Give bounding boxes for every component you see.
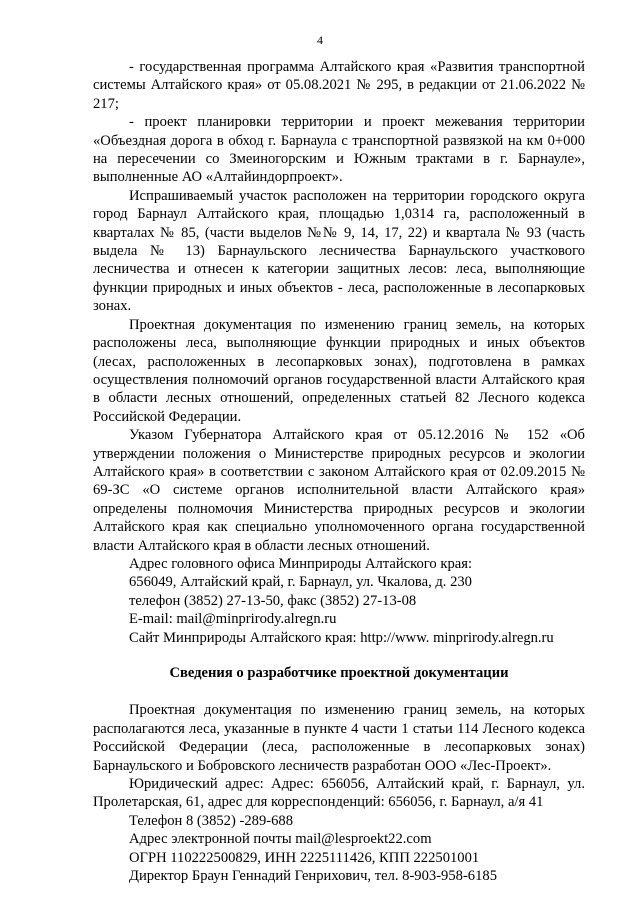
paragraph-transport-program: - государственная программа Алтайского края «Развития транспортной системы Алтайского края» от 05.08.2021 № 295, в редакции от 21.06.2022 № 217; [93, 59, 585, 112]
developer-registration-numbers: ОГРН 110222500829, ИНН 2225111426, КПП 222501001 [129, 849, 480, 866]
paragraph-planning-project: - проект планировки территории и проект межевания территории «Объездная дорога в обход г. Барнаула с транспортной развязкой на км 0+000 на пересечении со Змеиногорским и Южным трактами в г. Барнауле», выполненные АО «Алтайиндорпроект». [93, 114, 585, 186]
developer-director: Директор Браун Геннадий Генрихович, тел. 8-903-958-6185 [129, 868, 497, 885]
page-number: 4 [317, 33, 323, 47]
ministry-phone: телефон (3852) 27-13-50, факс (3852) 27-13-08 [129, 592, 417, 609]
developer-phone: Телефон 8 (3852) -289-688 [129, 812, 293, 829]
paragraph-developer-address: Юридический адрес: Адрес: 656056, Алтайский край, г. Барнаул, ул. Пролетарская, 61, адрес для корреспонденций: 656056, г. Барнаул, а/я 41 [93, 776, 585, 811]
paragraph-documentation-basis: Проектная документация по изменению границ земель, на которых расположены леса, выполняющие функции природных и иных объектов (лесах, расположенных в лесопарковых зонах), подготовлена в рамках осуществления полномочий органов государственной власти Алтайского края в области лесных отношений, определенных статьей 82 Лесного кодекса Российской Федерации. [93, 316, 585, 425]
paragraph-governor-decree: Указом Губернатора Алтайского края от 05.12.2016 № 152 «Об утверждении положения о Министерстве природных ресурсов и экологии Алтайского края» в соответствии с законом Алтайского края от 02.09.2015 № 69-ЗС «О системе органов исполнительной власти Алтайского края» определены полномочия Министерства природных ресурсов и экологии Алтайского края как специально уполномоченного органа государственной власти Алтайского края в области лесных отношений. [93, 427, 585, 554]
ministry-address-label: Адрес головного офиса Минприроды Алтайского края: [129, 555, 472, 572]
document-body [93, 58, 585, 885]
paragraph-site-description: Испрашиваемый участок расположен на территории городского округа город Барнаул Алтайского края, площадью 1,0314 га, расположенный в кварталах № 85, (части выделов №№ 9, 14, 17, 22) и квартала № 93 (часть выдела № 13) Барнаульского лесничества Барнаульского участкового лесничества и отнесен к категории защитных лесов: леса, выполняющие функции природных и иных объектов - леса, расположенные в лесопарковых зонах. [93, 187, 585, 315]
developer-section-heading: Сведения о разработчике проектной документации [169, 665, 509, 681]
ministry-website: Сайт Минприроды Алтайского края: http://www. minprirody.alregn.ru [129, 629, 554, 646]
developer-email: Адрес электронной почты mail@lesproekt22.com [129, 831, 432, 848]
ministry-address: 656049, Алтайский край, г. Барнаул, ул. Чкалова, д. 230 [129, 574, 472, 591]
ministry-email: E-mail: mail@minprirody.alregn.ru [129, 611, 337, 628]
paragraph-developer-info: Проектная документация по изменению границ земель, на которых располагаются леса, указанные в пункте 4 части 1 статьи 114 Лесного кодекса Российской Федерации (леса, расположенные в лесопарковых зонах) Барнаульского и Бобровского лесничеств разработан ООО «Лес-Проект». [93, 702, 585, 774]
